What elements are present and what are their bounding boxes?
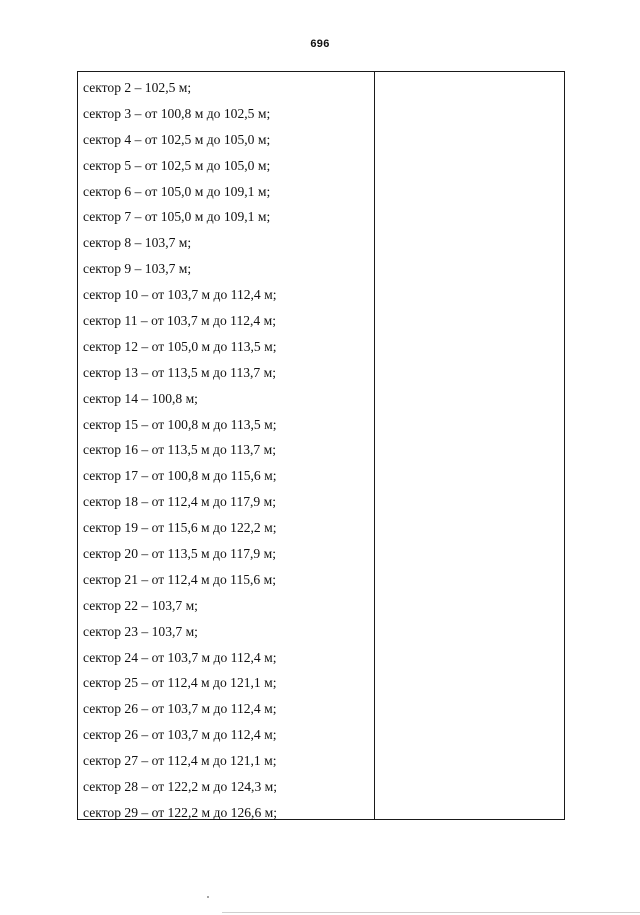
sector-list-column: [78, 72, 375, 819]
table-row: сектор 26 – от 103,7 м до 112,4 м;: [83, 701, 277, 717]
table-row: сектор 12 – от 105,0 м до 113,5 м;: [83, 338, 277, 354]
table-row: сектор 26 – от 103,7 м до 112,4 м;: [83, 727, 277, 743]
table-row: сектор 7 – от 105,0 м до 109,1 м;: [83, 209, 271, 225]
scan-speck: [207, 896, 209, 898]
table-row: сектор 27 – от 112,4 м до 121,1 м;: [83, 753, 277, 769]
table-row: сектор 15 – от 100,8 м до 113,5 м;: [83, 416, 277, 432]
table-row: сектор 2 – 102,5 м;: [83, 80, 192, 95]
table-row: сектор 4 – от 102,5 м до 105,0 м;: [83, 131, 271, 147]
table-row: сектор 10 – от 103,7 м до 112,4 м;: [83, 287, 277, 303]
page-number: 696: [310, 38, 330, 50]
table-row: сектор 13 – от 113,5 м до 113,7 м;: [83, 364, 277, 380]
table-row: сектор 3 – от 100,8 м до 102,5 м;: [83, 105, 271, 121]
sector-table: [77, 71, 565, 820]
table-row: сектор 14 – 100,8 м;: [83, 390, 198, 406]
table-row: сектор 23 – 103,7 м;: [83, 623, 198, 639]
empty-column: [375, 72, 564, 819]
table-row: сектор 18 – от 112,4 м до 117,9 м;: [83, 494, 277, 510]
table-row: сектор 9 – 103,7 м;: [83, 261, 192, 277]
table-row: сектор 29 – от 122,2 м до 126,6 м;: [83, 804, 278, 820]
table-row: сектор 8 – 103,7 м;: [83, 235, 192, 251]
table-row: сектор 20 – от 113,5 м до 117,9 м;: [83, 546, 277, 562]
table-row: сектор 24 – от 103,7 м до 112,4 м;: [83, 649, 277, 665]
table-row: сектор 19 – от 115,6 м до 122,2 м;: [83, 520, 277, 536]
table-row: сектор 17 – от 100,8 м до 115,6 м;: [83, 468, 277, 484]
table-row: сектор 16 – от 113,5 м до 113,7 м;: [83, 442, 277, 458]
table-row: сектор 25 – от 112,4 м до 121,1 м;: [83, 675, 277, 691]
table-row: сектор 22 – 103,7 м;: [83, 597, 198, 613]
table-row: сектор 28 – от 122,2 м до 124,3 м;: [83, 779, 278, 795]
table-row: сектор 21 – от 112,4 м до 115,6 м;: [83, 571, 277, 587]
table-row: сектор 6 – от 105,0 м до 109,1 м;: [83, 183, 271, 199]
table-row: сектор 11 – от 103,7 м до 112,4 м;: [83, 313, 277, 329]
table-row: сектор 5 – от 102,5 м до 105,0 м;: [83, 157, 271, 173]
scan-edge-line: [222, 912, 640, 913]
